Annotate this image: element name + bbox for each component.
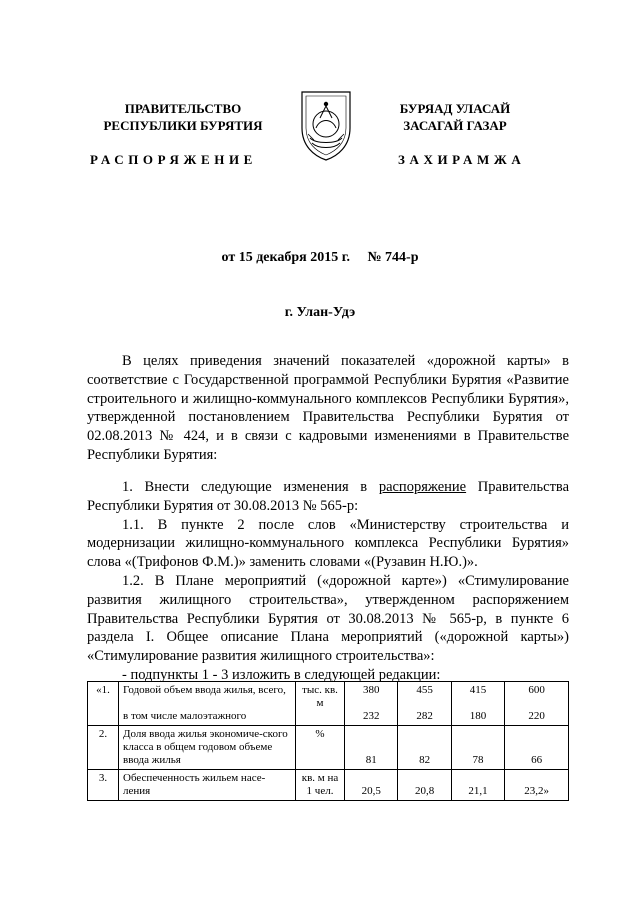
table-row [88, 726, 569, 770]
row-value-2: 20,8 [398, 770, 451, 801]
table-row [88, 770, 569, 801]
row-value-2 [398, 682, 451, 726]
header-right [360, 100, 550, 134]
indicators-table [87, 681, 569, 801]
value-lowrise: 180 [469, 710, 487, 722]
row-indicator: Доля ввода жилья экономиче-ского класса в общем годовом объеме ввода жилья [119, 726, 296, 770]
value-total: 455 [416, 684, 433, 696]
row-unit: кв. м на 1 чел. [296, 770, 345, 801]
item-1-3: - подпункты 1 - 3 изложить в следующей редакции: [122, 666, 441, 683]
value-lowrise: 220 [528, 710, 545, 722]
item-1 [87, 478, 569, 516]
order-items [87, 478, 569, 685]
preamble [87, 352, 569, 465]
decree-link[interactable]: распоряжение [378, 479, 467, 495]
row-indicator: Обеспеченность жильем насе-ления [119, 770, 296, 801]
row-number: 2. [88, 726, 119, 770]
header-right-line2: ЗАСАГАЙ ГАЗАР [403, 118, 507, 133]
header-left-line2: РЕСПУБЛИКИ БУРЯТИЯ [103, 118, 263, 133]
table-row [88, 682, 569, 726]
item-1-2: 1.2. В Плане мероприятий («дорожной карте») «Стимулирование развития жилищного строительства», утвержденном распоряжением Правительства Республики Бурятия от 30.08.2013 № 565-р, в пункте 6 раздела I. Общее описание Плана мероприятий («дорожной карты») «Стимулирование развития жилищного строительства»: [87, 572, 569, 665]
row-value-3: 78 [451, 726, 504, 770]
row-number: 3. [88, 770, 119, 801]
row-unit: тыс. кв. м [296, 682, 345, 726]
value-total: 415 [469, 684, 487, 696]
coat-of-arms-emblem [298, 88, 354, 162]
row-value-1 [345, 682, 398, 726]
header-left-line1: ПРАВИТЕЛЬСТВО [124, 101, 242, 116]
row-value-4: 66 [505, 726, 569, 770]
item-1-prefix: 1. Внести следующие изменения в [122, 479, 379, 495]
row-indicator-main: Годовой объем ввода жилья, всего, [123, 684, 286, 696]
row-indicator [119, 682, 296, 726]
item-1-suffix: Правительства Республики Бурятия от 30.08.2013 № 565-р: [87, 479, 570, 514]
item-1-1: 1.1. В пункте 2 после слов «Министерству строительства и модернизации жилищно-коммунального комплекса Республики Бурятия» слова «(Трифонов Ф.М.)» заменить словами «(Рузавин Н.Ю.)». [87, 516, 569, 571]
row-value-2: 82 [398, 726, 451, 770]
row-unit: % [296, 726, 345, 770]
row-number: «1. [88, 682, 119, 726]
row-value-3 [451, 682, 504, 726]
doc-type-right: ЗАХИРАМЖА [398, 152, 526, 167]
row-value-1: 20,5 [345, 770, 398, 801]
value-lowrise: 232 [362, 710, 380, 722]
header-right-line1: БУРЯАД УЛАСАЙ [399, 101, 511, 116]
value-lowrise: 282 [416, 710, 433, 722]
row-indicator-sub: в том числе малоэтажного [123, 710, 247, 722]
row-value-3: 21,1 [451, 770, 504, 801]
row-value-4 [505, 682, 569, 726]
date-number-line: от 15 декабря 2015 г. № 744-р [221, 250, 419, 265]
value-total: 380 [362, 684, 380, 696]
header-left [88, 100, 278, 134]
city-line: г. Улан-Удэ [284, 305, 356, 320]
doc-type-left: РАСПОРЯЖЕНИЕ [90, 152, 257, 167]
row-value-1: 81 [345, 726, 398, 770]
value-total: 600 [528, 684, 545, 696]
row-value-4: 23,2» [505, 770, 569, 801]
preamble-paragraph: В целях приведения значений показателей «дорожной карты» в соответствие с Государственной программой Республики Бурятия «Развитие строительного и жилищно-коммунального комплексов Республики Бурятия», утвержденной постановлением Правительства Республики Бурятия от 02.08.2013 № 424, и в связи с кадровыми изменениями в Правительстве Республики Бурятия: [87, 353, 569, 463]
